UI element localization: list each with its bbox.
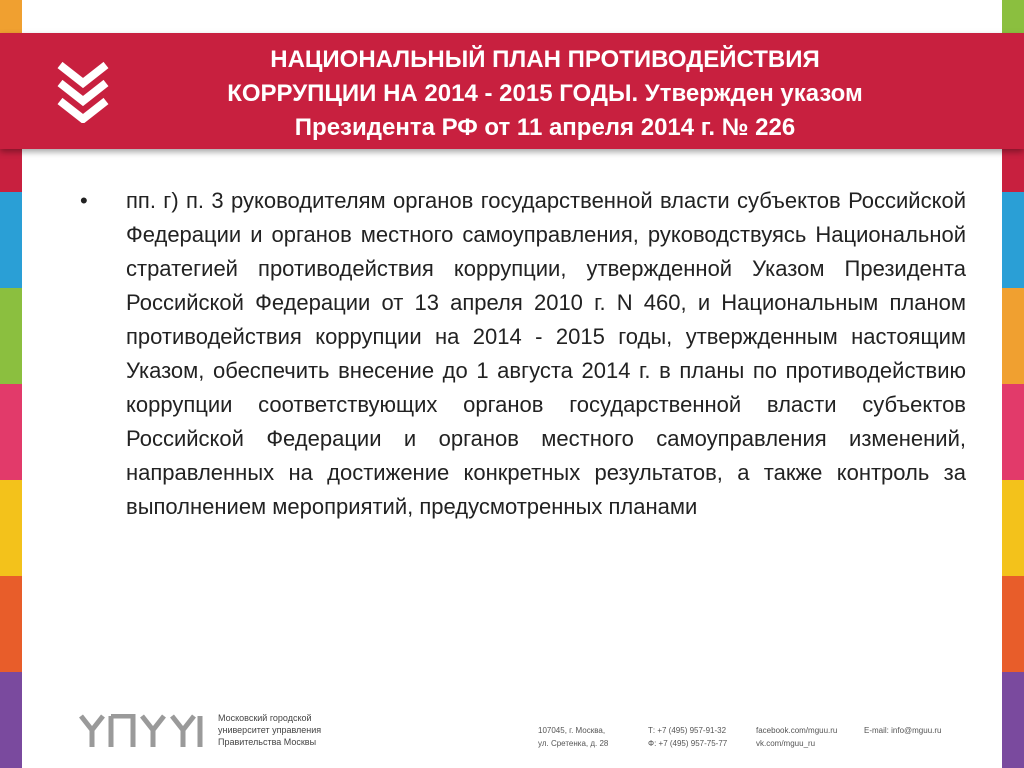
fax-line: Ф: +7 (495) 957-75-77	[648, 739, 728, 748]
logo-line: университет управления	[218, 725, 322, 735]
title-line: НАЦИОНАЛЬНЫЙ ПЛАН ПРОТИВОДЕЙСТВИЯ	[270, 46, 820, 73]
bullet-marker: •	[80, 188, 88, 213]
university-logo	[78, 714, 208, 748]
bullet-text: пп. г) п. 3 руководителям органов государственной власти субъектов Российской Федерации и органов местного самоуправления, руководствуясь Национальной стратегией противодействия коррупции, утвержденной Указом Президента Российской Федерации от 13 апреля 2010 г. N 460, и Национальным планом противодействия коррупции на 2014 - 2015 годы, утвержденным настоящим Указом, обеспечить внесение до 1 августа 2014 г. в планы по противодействию коррупции соответствующих органов государственной власти субъектов Российской Федерации и органов местного самоуправления изменений, направленных на достижение конкретных результатов, а также контроль за выполнением мероприятий, предусмотренных планами	[126, 188, 966, 519]
bullet-list	[80, 184, 966, 524]
phone-line: Т: +7 (495) 957-91-32	[648, 726, 727, 735]
logo-line: Правительства Москвы	[218, 737, 317, 747]
footer-phones	[648, 724, 727, 750]
address-line: 107045, г. Москва,	[538, 726, 606, 735]
email-link[interactable]: E-mail: info@mguu.ru	[864, 726, 942, 735]
title-banner	[0, 33, 1024, 149]
page-title	[130, 43, 960, 145]
footer	[0, 700, 1024, 768]
title-line: КОРРУПЦИИ НА 2014 - 2015 ГОДЫ. Утвержден указом	[227, 80, 863, 107]
title-line: Президента РФ от 11 апреля 2014 г. № 226	[294, 114, 796, 141]
facebook-link[interactable]: facebook.com/mguu.ru	[756, 726, 838, 735]
footer-address	[538, 724, 608, 750]
logo-caption	[218, 712, 368, 748]
list-item	[80, 184, 966, 524]
footer-social	[756, 724, 837, 750]
vk-link[interactable]: vk.com/mguu_ru	[756, 739, 816, 748]
logo-line: Московский городской	[218, 713, 312, 723]
footer-email	[864, 724, 941, 737]
chevrons-down-icon	[56, 57, 110, 123]
address-line: ул. Сретенка, д. 28	[538, 739, 609, 748]
